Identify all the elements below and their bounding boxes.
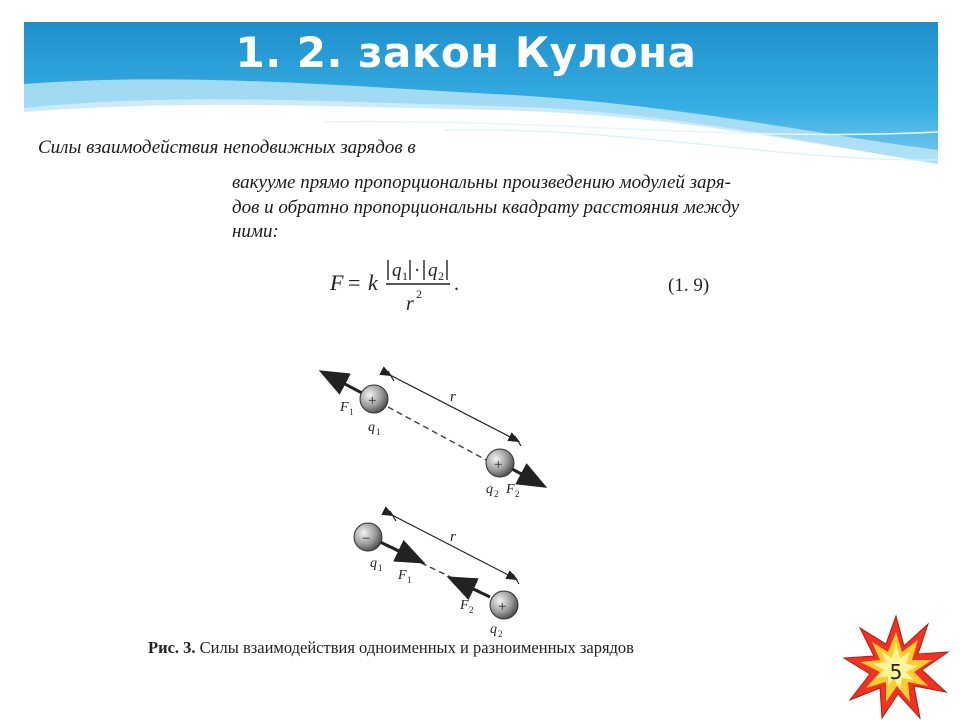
top-charge2-sign: + bbox=[494, 457, 503, 473]
page-number: 5 bbox=[889, 660, 903, 684]
formula-den-exp: 2 bbox=[416, 287, 422, 301]
bottom-f1-label: F bbox=[398, 568, 407, 583]
bottom-f1-sub: 1 bbox=[407, 575, 412, 585]
bottom-q2-sub: 2 bbox=[498, 629, 503, 639]
top-f2-sub: 2 bbox=[515, 489, 520, 499]
top-charge1-sign: + bbox=[368, 393, 377, 409]
formula-k: k bbox=[368, 270, 378, 295]
bottom-charge2-sign: + bbox=[498, 599, 507, 615]
formula-den: r bbox=[406, 293, 414, 315]
top-r-label: r bbox=[450, 389, 456, 405]
formula-lhs: F bbox=[330, 270, 344, 295]
body-line-1: Силы взаимодействия неподвижных зарядов в bbox=[38, 137, 416, 158]
formula-eq: = bbox=[348, 270, 361, 295]
caption-text: Силы взаимодействия одноименных и разноименных зарядов bbox=[195, 638, 634, 657]
bottom-q1-sub: 1 bbox=[378, 563, 383, 573]
like-charges-diagram bbox=[324, 371, 542, 499]
top-f1-label: F bbox=[340, 400, 349, 415]
slide-title: 1. 2. закон Кулона bbox=[235, 28, 697, 77]
top-f1-sub: 1 bbox=[349, 407, 354, 417]
formula-dot: · bbox=[414, 260, 421, 281]
top-q1-sub: 1 bbox=[376, 427, 381, 437]
top-q2-sub: 2 bbox=[494, 489, 499, 499]
opposite-charges-diagram bbox=[354, 511, 519, 639]
caption-label: Рис. 3. bbox=[148, 638, 196, 657]
body-line-3: дов и обратно пропорциональны квадрату расстояния между bbox=[232, 197, 740, 218]
bottom-q1-label: q bbox=[370, 556, 377, 571]
formula-q1-sub: 1 bbox=[402, 269, 408, 283]
figure-caption bbox=[148, 638, 634, 658]
formula-end: . bbox=[454, 273, 459, 295]
body-line-4: ними: bbox=[232, 221, 279, 242]
formula-q1: q bbox=[392, 260, 402, 281]
bottom-f2-sub: 2 bbox=[469, 605, 474, 615]
top-f2-label: F bbox=[506, 482, 515, 497]
bottom-f2-label: F bbox=[460, 598, 469, 613]
charges-figure bbox=[310, 355, 570, 645]
bottom-charge1-sign: − bbox=[362, 531, 371, 547]
formula-q2-sub: 2 bbox=[438, 269, 444, 283]
equation-number: (1. 9) bbox=[668, 275, 710, 296]
bottom-r-label: r bbox=[450, 529, 456, 545]
bottom-q2-label: q bbox=[490, 622, 497, 637]
formula-q2: q bbox=[428, 260, 438, 281]
body-line-2: вакууме прямо пропорциональны произведению модулей заря- bbox=[232, 172, 731, 193]
top-q2-label: q bbox=[486, 482, 493, 497]
top-q1-label: q bbox=[368, 420, 375, 435]
